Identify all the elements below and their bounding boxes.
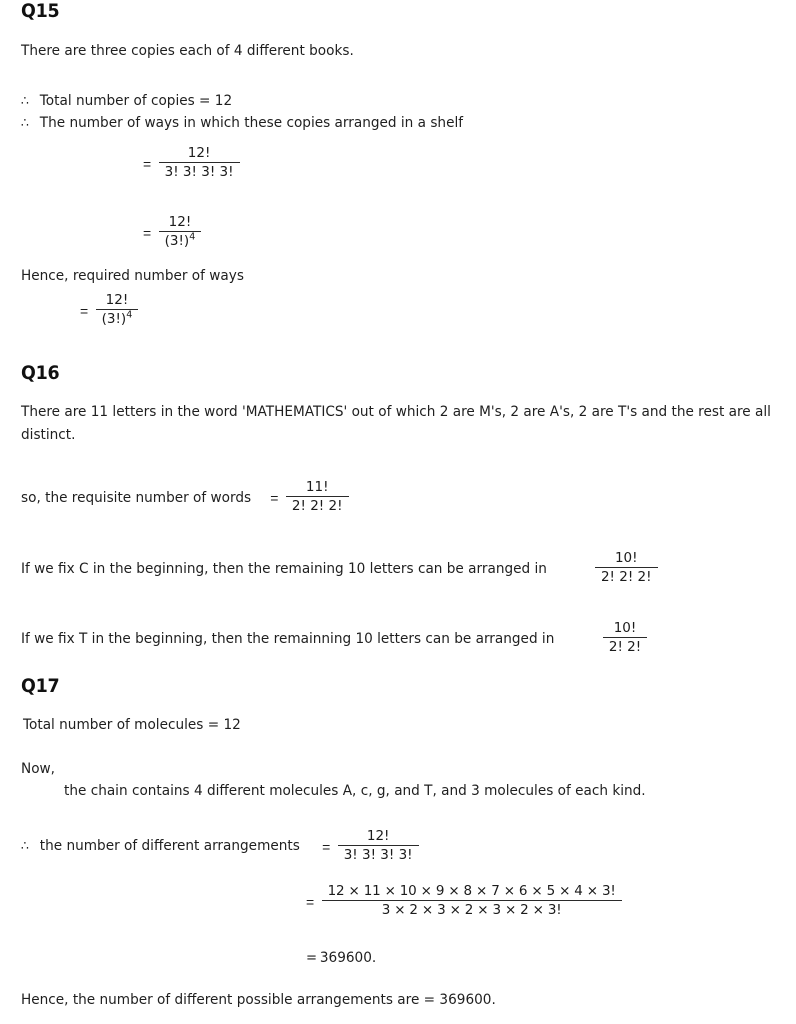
denominator-exponent: 4 (126, 309, 133, 321)
therefore-symbol: ∴ (21, 94, 29, 109)
fraction-10-over-2f2f (603, 620, 647, 655)
q17-result-value: 369600. (319, 950, 377, 966)
fraction-denominator: 3! 3! 3! 3! (338, 845, 419, 863)
q17-equation-expanded (306, 884, 622, 919)
fraction-denominator: 2! 2! 2! (286, 496, 349, 514)
equals-sign: = (306, 893, 315, 910)
q15-equation-2 (143, 215, 201, 250)
q15-ways-line (21, 112, 463, 135)
fraction-denominator: 3 × 2 × 3 × 2 × 3 × 2 × 3! (322, 900, 622, 918)
q15-equation-3 (80, 293, 138, 328)
equals-sign: = (80, 302, 89, 319)
fraction-numerator: 10! (613, 620, 637, 636)
fraction-numerator: 12! (105, 292, 129, 308)
equals-sign: = (270, 489, 279, 506)
equals-sign: = (306, 950, 318, 966)
fraction-numerator: 12! (366, 828, 390, 844)
q16-requisite-line (21, 480, 349, 515)
q15-total-copies-text: Total number of copies = 12 (39, 93, 233, 109)
fraction-numerator: 10! (614, 550, 638, 566)
fraction-numerator: 11! (305, 479, 329, 495)
q15-equation-1 (143, 146, 240, 181)
equals-sign: = (143, 224, 152, 241)
fraction-12-over-3f3f3f3f (338, 828, 419, 863)
fraction-numerator: 12! (168, 214, 192, 230)
q16-fix-c-label: If we fix C in the beginning, then the remaining 10 letters can be arranged in (21, 560, 547, 577)
q17-result-line (306, 947, 376, 969)
fraction-denominator (96, 309, 139, 327)
equals-sign: = (143, 155, 152, 172)
q17-arrangements-label-wrap (21, 835, 300, 858)
fraction-expanded-product (322, 883, 622, 918)
q17-arrangements-label: the number of different arrangements (39, 838, 300, 854)
question-heading-q17: Q17 (21, 675, 60, 697)
q16-fix-t-label: If we fix T in the beginning, then the remainning 10 letters can be arranged in (21, 630, 555, 647)
therefore-symbol: ∴ (21, 839, 29, 854)
fraction-denominator (159, 231, 202, 249)
denominator-base: (3!) (101, 311, 127, 327)
q15-hence-line: Hence, required number of ways (21, 268, 244, 284)
q17-now-label: Now, (21, 761, 56, 777)
q17-arrangements-line (21, 829, 419, 864)
fraction-denominator: 3! 3! 3! 3! (159, 162, 240, 180)
denominator-exponent: 4 (189, 231, 196, 243)
q16-fix-c-line (21, 551, 658, 586)
q17-conclusion: Hence, the number of different possible arrangements are = 369600. (21, 992, 496, 1008)
question-heading-q16: Q16 (21, 362, 60, 384)
fraction-numerator: 12! (187, 145, 211, 161)
fraction-11-over-2f2f2f (286, 479, 349, 514)
q15-ways-text: The number of ways in which these copies arranged in a shelf (39, 115, 464, 131)
q17-total-molecules: Total number of molecules = 12 (23, 717, 241, 733)
fraction-12-over-3fact-pow4 (159, 214, 202, 249)
q15-statement: There are three copies each of 4 different books. (21, 43, 354, 59)
fraction-12-over-3fact-pow4 (96, 292, 139, 327)
q17-chain-line: the chain contains 4 different molecules A, c, g, and T, and 3 molecules of each kind. (64, 783, 646, 799)
fraction-12-over-3f4x (159, 145, 240, 180)
denominator-base: (3!) (164, 233, 190, 249)
q16-statement: There are 11 letters in the word 'MATHEMATICS' out of which 2 are M's, 2 are A's, 2 are T's and the rest are all distinct. (21, 404, 771, 443)
therefore-symbol: ∴ (21, 116, 29, 131)
question-heading-q15: Q15 (21, 0, 60, 22)
q16-requisite-label: so, the requisite number of words (21, 489, 252, 506)
fraction-10-over-2f2f2f (595, 550, 658, 585)
fraction-denominator: 2! 2! 2! (595, 567, 658, 585)
q16-fix-t-line (21, 621, 647, 656)
fraction-numerator: 12 × 11 × 10 × 9 × 8 × 7 × 6 × 5 × 4 × 3! (327, 883, 616, 899)
fraction-denominator: 2! 2! (603, 637, 647, 655)
q15-total-copies-line (21, 90, 232, 113)
equals-sign: = (322, 838, 331, 855)
